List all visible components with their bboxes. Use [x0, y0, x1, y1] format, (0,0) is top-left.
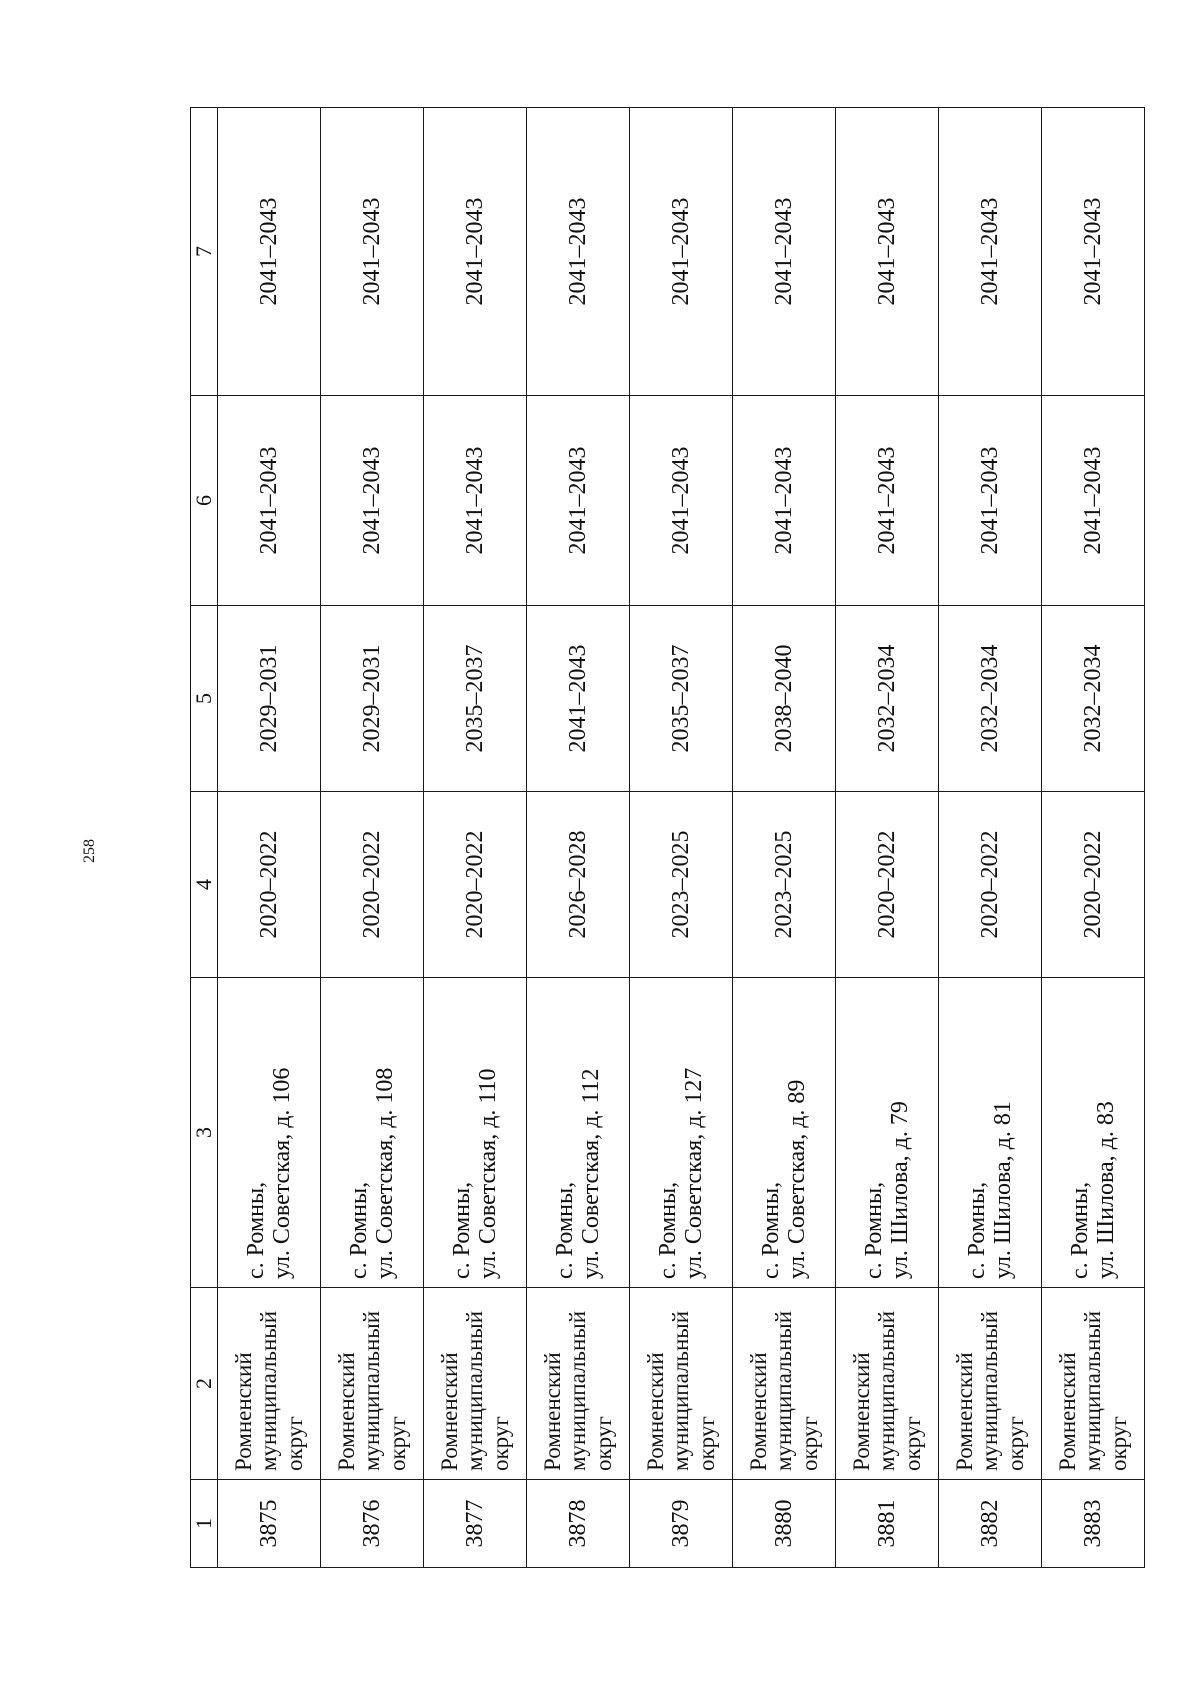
column-header: 3 — [191, 978, 218, 1288]
district-line: Ромненский — [952, 1352, 978, 1471]
district-line: муниципальный — [565, 1310, 591, 1471]
district-line: муниципальный — [977, 1310, 1003, 1471]
period-cell-col6: 2041–2043 — [1042, 396, 1145, 606]
address-cell — [321, 978, 424, 1288]
address-line: с. Ромны, — [860, 1181, 887, 1279]
period-cell-col7: 2041–2043 — [218, 108, 321, 396]
district-cell — [321, 1288, 424, 1480]
district-line: округ — [796, 1416, 822, 1471]
district-cell — [1042, 1288, 1145, 1480]
address-line: ул. Советская, д. 110 — [475, 1068, 501, 1279]
district-line: муниципальный — [462, 1310, 488, 1471]
district-line: Ромненский — [1055, 1352, 1081, 1471]
table-row — [939, 108, 1042, 1568]
period-cell-col6: 2041–2043 — [836, 396, 939, 606]
address-cell — [1042, 978, 1145, 1288]
address-line: ул. Шилова, д. 83 — [1093, 1101, 1119, 1279]
address-cell — [424, 978, 527, 1288]
district-line: Ромненский — [849, 1352, 875, 1471]
register-table — [190, 107, 1145, 1568]
column-header: 7 — [191, 108, 218, 396]
period-cell-col6: 2041–2043 — [939, 396, 1042, 606]
row-number-cell: 3882 — [939, 1480, 1042, 1568]
address-line: ул. Шилова, д. 79 — [887, 1101, 913, 1279]
period-cell-col5: 2032–2034 — [836, 606, 939, 792]
address-line: ул. Советская, д. 108 — [372, 1067, 398, 1279]
district-line: муниципальный — [1080, 1310, 1106, 1471]
period-cell-col4: 2020–2022 — [939, 792, 1042, 978]
district-line: муниципальный — [668, 1310, 694, 1471]
period-cell-col4: 2026–2028 — [527, 792, 630, 978]
district-line: Ромненский — [334, 1352, 360, 1471]
address-cell — [836, 978, 939, 1288]
address-line: ул. Советская, д. 106 — [269, 1067, 295, 1279]
district-cell — [939, 1288, 1042, 1480]
address-line: ул. Советская, д. 127 — [681, 1067, 707, 1279]
address-line: с. Ромны, — [242, 1181, 269, 1279]
period-cell-col7: 2041–2043 — [527, 108, 630, 396]
address-cell — [527, 978, 630, 1288]
address-line: с. Ромны, — [963, 1181, 990, 1279]
address-line: ул. Советская, д. 89 — [784, 1079, 810, 1279]
address-line: с. Ромны, — [757, 1181, 784, 1279]
period-cell-col7: 2041–2043 — [836, 108, 939, 396]
district-line: округ — [281, 1416, 307, 1471]
period-cell-col5: 2029–2031 — [321, 606, 424, 792]
district-line: муниципальный — [359, 1310, 385, 1471]
district-line: округ — [693, 1416, 719, 1471]
period-cell-col4: 2020–2022 — [218, 792, 321, 978]
period-cell-col7: 2041–2043 — [630, 108, 733, 396]
district-line: Ромненский — [437, 1352, 463, 1471]
address-cell — [218, 978, 321, 1288]
address-cell — [630, 978, 733, 1288]
district-cell — [630, 1288, 733, 1480]
rotated-table-container — [190, 108, 1131, 1568]
period-cell-col6: 2041–2043 — [424, 396, 527, 606]
address-line: с. Ромны, — [551, 1181, 578, 1279]
period-cell-col6: 2041–2043 — [733, 396, 836, 606]
address-line: с. Ромны, — [345, 1181, 372, 1279]
column-header: 6 — [191, 396, 218, 606]
address-line: с. Ромны, — [448, 1181, 475, 1279]
district-line: округ — [487, 1416, 513, 1471]
district-line: муниципальный — [256, 1310, 282, 1471]
row-number-cell: 3883 — [1042, 1480, 1145, 1568]
district-line: округ — [1002, 1416, 1028, 1471]
district-line: округ — [1105, 1416, 1131, 1471]
period-cell-col5: 2029–2031 — [218, 606, 321, 792]
column-header: 4 — [191, 792, 218, 978]
row-number-cell: 3878 — [527, 1480, 630, 1568]
row-number-cell: 3881 — [836, 1480, 939, 1568]
address-cell — [939, 978, 1042, 1288]
table-row — [836, 108, 939, 1568]
period-cell-col4: 2020–2022 — [1042, 792, 1145, 978]
row-number-cell: 3876 — [321, 1480, 424, 1568]
period-cell-col4: 2020–2022 — [836, 792, 939, 978]
address-line: ул. Советская, д. 112 — [578, 1068, 604, 1279]
period-cell-col5: 2032–2034 — [1042, 606, 1145, 792]
district-line: Ромненский — [746, 1352, 772, 1471]
district-cell — [733, 1288, 836, 1480]
period-cell-col5: 2038–2040 — [733, 606, 836, 792]
column-header: 2 — [191, 1288, 218, 1480]
row-number-cell: 3880 — [733, 1480, 836, 1568]
table-row — [321, 108, 424, 1568]
table-row — [1042, 108, 1145, 1568]
address-cell — [733, 978, 836, 1288]
table-row — [733, 108, 836, 1568]
period-cell-col7: 2041–2043 — [424, 108, 527, 396]
district-cell — [836, 1288, 939, 1480]
period-cell-col5: 2035–2037 — [630, 606, 733, 792]
table-row — [424, 108, 527, 1568]
row-number-cell: 3875 — [218, 1480, 321, 1568]
district-line: округ — [590, 1416, 616, 1471]
period-cell-col4: 2020–2022 — [321, 792, 424, 978]
period-cell-col7: 2041–2043 — [321, 108, 424, 396]
address-line: с. Ромны, — [1066, 1181, 1093, 1279]
row-number-cell: 3877 — [424, 1480, 527, 1568]
period-cell-col5: 2032–2034 — [939, 606, 1042, 792]
period-cell-col7: 2041–2043 — [733, 108, 836, 396]
header-row — [191, 108, 218, 1568]
district-line: Ромненский — [540, 1352, 566, 1471]
period-cell-col6: 2041–2043 — [527, 396, 630, 606]
period-cell-col7: 2041–2043 — [939, 108, 1042, 396]
period-cell-col4: 2023–2025 — [733, 792, 836, 978]
period-cell-col4: 2020–2022 — [424, 792, 527, 978]
period-cell-col5: 2041–2043 — [527, 606, 630, 792]
district-line: Ромненский — [643, 1352, 669, 1471]
column-header: 5 — [191, 606, 218, 792]
period-cell-col6: 2041–2043 — [630, 396, 733, 606]
period-cell-col6: 2041–2043 — [321, 396, 424, 606]
address-line: ул. Шилова, д. 81 — [990, 1101, 1016, 1279]
address-line: с. Ромны, — [654, 1181, 681, 1279]
district-line: муниципальный — [874, 1310, 900, 1471]
district-cell — [424, 1288, 527, 1480]
column-header: 1 — [191, 1480, 218, 1568]
table-row — [630, 108, 733, 1568]
district-line: округ — [899, 1416, 925, 1471]
district-line: округ — [384, 1416, 410, 1471]
period-cell-col6: 2041–2043 — [218, 396, 321, 606]
table-row — [527, 108, 630, 1568]
period-cell-col7: 2041–2043 — [1042, 108, 1145, 396]
district-cell — [218, 1288, 321, 1480]
period-cell-col5: 2035–2037 — [424, 606, 527, 792]
period-cell-col4: 2023–2025 — [630, 792, 733, 978]
table-row — [218, 108, 321, 1568]
row-number-cell: 3879 — [630, 1480, 733, 1568]
district-line: Ромненский — [231, 1352, 257, 1471]
page-number: 258 — [81, 839, 98, 863]
district-line: муниципальный — [771, 1310, 797, 1471]
district-cell — [527, 1288, 630, 1480]
